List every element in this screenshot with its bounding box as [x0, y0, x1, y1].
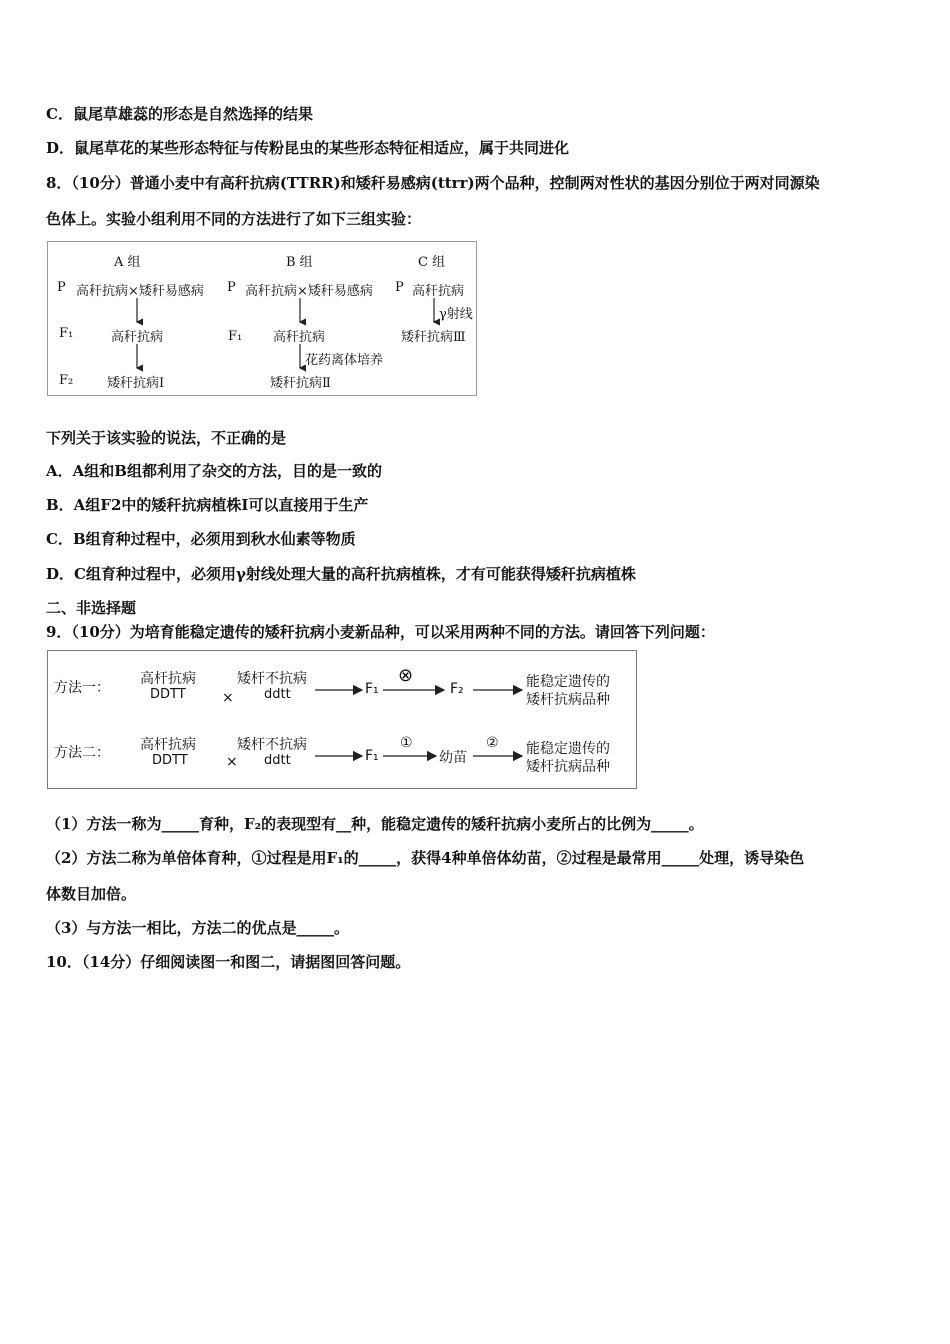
m2-goal-line-1: 能稳定遗传的	[526, 741, 610, 757]
question-9-part-3: （3）与方法一相比，方法二的优点是_____。	[46, 919, 349, 937]
row-f2-a: F₂	[59, 373, 74, 388]
m2-parent-1: 高杆抗病	[140, 737, 196, 753]
f1-a: 高秆抗病	[111, 330, 164, 345]
method-2-label: 方法二：	[54, 745, 110, 761]
question-9-part-2-a: （2）方法二称为单倍体育种，①过程是用F₁的_____，获得4种单倍体幼苗，②过程是最常用_____处理，诱导染色	[46, 849, 805, 867]
question-8-option-a[interactable]: A．A组和B组都利用了杂交的方法，目的是一致的	[46, 462, 382, 480]
m2-goal-line-2: 矮杆抗病品种	[526, 759, 610, 775]
row-f1-a: F₁	[59, 326, 74, 341]
result-c: 矮秆抗病Ⅲ	[401, 330, 466, 345]
result-b: 矮秆抗病Ⅱ	[270, 376, 331, 391]
option-c-prev: C．鼠尾草雄蕊的形态是自然选择的结果	[46, 105, 313, 123]
section-heading-nonchoice: 二、非选择题	[46, 599, 137, 617]
question-10-stem: 10．（14分）仔细阅读图一和图二，请据图回答问题。	[46, 953, 411, 971]
row-p-c: P	[395, 280, 404, 295]
question-9-part-1: （1）方法一称为_____育种，F₂的表现型有__种，能稳定遗传的矮秆抗病小麦所占的比例为_____。	[46, 815, 704, 833]
question-8-prompt: 下列关于该实验的说法，不正确的是	[46, 429, 287, 447]
step-2-marker: ②	[486, 735, 499, 751]
m2-cross-sign: ×	[226, 754, 238, 770]
row-p-a: P	[57, 280, 66, 295]
self-cross-icon: ⊗	[398, 665, 414, 686]
cross-b: 高秆抗病×矮秆易感病	[245, 284, 373, 299]
anther-culture-label: 花药离体培养	[305, 353, 384, 368]
question-8-option-d[interactable]: D．C组育种过程中，必须用γ射线处理大量的高秆抗病植株，才有可能获得矮秆抗病植株	[46, 565, 636, 583]
m1-parent-2-genotype: ddtt	[264, 687, 291, 702]
method-1-label: 方法一：	[54, 680, 110, 696]
question-9-stem: 9．（10分）为培育能稳定遗传的矮秆抗病小麦新品种，可以采用两种不同的方法。请回答下列问题：	[46, 623, 715, 641]
m1-f2: F₂	[450, 681, 464, 697]
group-b-heading: B 组	[286, 255, 313, 270]
question-8-stem-2: 色体上。实验小组利用不同的方法进行了如下三组实验：	[46, 210, 422, 228]
seedling-label: 幼苗	[439, 750, 467, 766]
group-c-heading: C 组	[418, 255, 446, 270]
m1-parent-1: 高杆抗病	[140, 671, 196, 687]
m2-parent-2-genotype: ddtt	[264, 753, 291, 768]
parent-c: 高秆抗病	[412, 284, 465, 299]
row-f1-b: F₁	[228, 329, 243, 344]
m1-f1: F₁	[365, 681, 379, 697]
m2-f1: F₁	[365, 748, 379, 764]
option-d-prev: D．鼠尾草花的某些形态特征与传粉昆虫的某些形态特征相适应，属于共同进化	[46, 139, 570, 157]
m1-cross-sign: ×	[222, 690, 234, 706]
m1-parent-2: 矮杆不抗病	[237, 671, 307, 687]
figure-breeding-groups	[47, 241, 477, 396]
m1-parent-1-genotype: DDTT	[150, 687, 186, 702]
gamma-ray-label: γ射线	[439, 307, 473, 322]
row-p-b: P	[227, 280, 236, 295]
step-1-marker: ①	[400, 735, 413, 751]
f1-b: 高秆抗病	[273, 330, 326, 345]
question-9-part-2-b: 体数目加倍。	[46, 885, 137, 903]
result-a: 矮秆抗病Ⅰ	[107, 376, 165, 391]
m1-goal-line-2: 矮杆抗病品种	[526, 692, 610, 708]
m2-parent-2: 矮杆不抗病	[237, 737, 307, 753]
cross-a: 高秆抗病×矮秆易感病	[76, 284, 204, 299]
group-a-heading: A 组	[114, 255, 141, 270]
question-8-option-b[interactable]: B．A组F2中的矮秆抗病植株Ⅰ可以直接用于生产	[46, 496, 369, 514]
m1-goal-line-1: 能稳定遗传的	[526, 674, 610, 690]
m2-parent-1-genotype: DDTT	[152, 753, 188, 768]
figure-breeding-methods	[47, 650, 637, 789]
question-8-stem-1: 8．（10分）普通小麦中有高秆抗病(TTRR)和矮秆易感病(ttrr)两个品种，控制两对性状的基因分别位于两对同源染	[46, 174, 820, 192]
question-8-option-c[interactable]: C．B组育种过程中，必须用到秋水仙素等物质	[46, 530, 356, 548]
